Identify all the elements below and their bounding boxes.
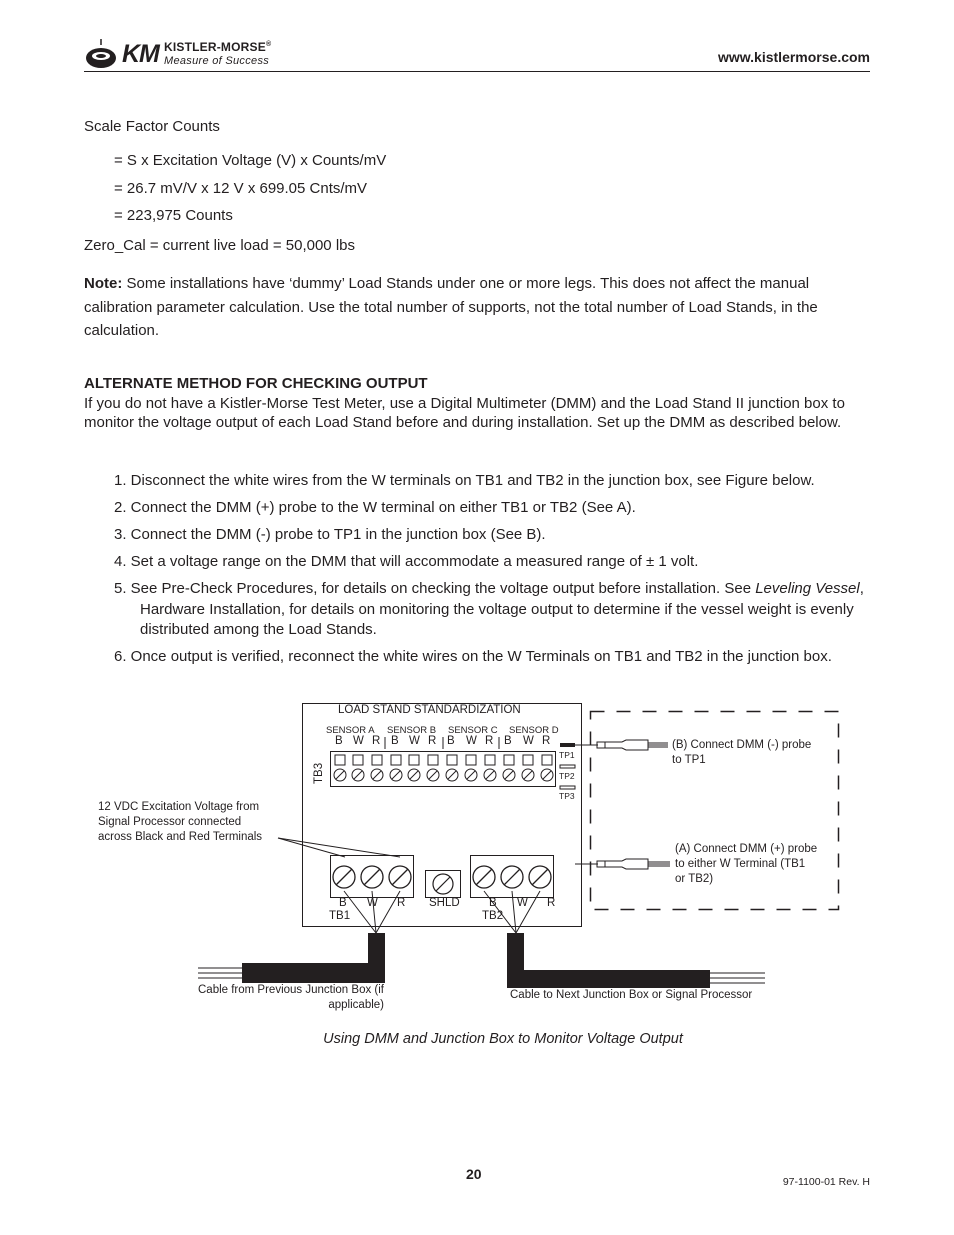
junction-box-outline bbox=[303, 704, 582, 927]
sensor-a-label: SENSOR A bbox=[326, 725, 375, 736]
doc-number: 97-1100-01 Rev. H bbox=[782, 1176, 870, 1188]
box-title: LOAD STAND STANDARDIZATION bbox=[338, 704, 521, 716]
tb3-column-label: B bbox=[335, 735, 343, 747]
excitation-leader bbox=[278, 838, 345, 857]
tb2-label: TB2 bbox=[482, 910, 504, 922]
tb3-terminal-square bbox=[504, 755, 514, 765]
header-url: www.kistlermorse.com bbox=[718, 49, 870, 65]
tb2-r-label: R bbox=[547, 897, 556, 909]
note-text: Some installations have ‘dummy’ Load Stands under one or more legs. This does not affect the manual calibration parameter calculation. Use the total number of supports, not the total number of Load Stands, in the calculation. bbox=[84, 275, 818, 339]
tb3-terminal-square bbox=[372, 755, 382, 765]
tb3-column-label: R bbox=[542, 735, 551, 747]
tb1-r-label: R bbox=[397, 897, 406, 909]
calc-line-1: = S x Excitation Voltage (V) x Counts/mV bbox=[114, 152, 387, 169]
tb3-terminal-square bbox=[523, 755, 533, 765]
calc-line-2: = 26.7 mV/V x 12 V x 699.05 Cnts/mV bbox=[114, 180, 368, 197]
step-5-text-a: 5. See Pre-Check Procedures, for details on checking the voltage output before installation. See bbox=[114, 580, 756, 597]
tp1-label: TP1 bbox=[559, 750, 575, 760]
probe-b-icon bbox=[605, 740, 648, 750]
step-5-emphasis: Leveling Vessel bbox=[755, 580, 860, 597]
tb3-column-label: W bbox=[466, 735, 477, 747]
tb3-terminal-square bbox=[485, 755, 495, 765]
tb1-b-label: B bbox=[339, 897, 347, 909]
figure-caption: Using DMM and Junction Box to Monitor Voltage Output bbox=[323, 1031, 683, 1047]
tb3-column-label: R bbox=[428, 735, 437, 747]
tp1-pin bbox=[560, 743, 575, 747]
cable-next-label: Cable to Next Junction Box or Signal Processor bbox=[510, 989, 753, 1001]
calc-title: Scale Factor Counts bbox=[84, 118, 220, 135]
tb1-terminals bbox=[333, 866, 411, 888]
tb1-w-label: W bbox=[367, 897, 378, 909]
tb3-column-label: W bbox=[409, 735, 420, 747]
tb3-terminal-square bbox=[466, 755, 476, 765]
page-number: 20 bbox=[466, 1166, 482, 1182]
tb1-label: TB1 bbox=[329, 910, 351, 922]
excitation-note: 12 VDC Excitation Voltage from Signal Processor connected across Black and Red Terminals bbox=[98, 801, 263, 843]
tb3-terminal-square bbox=[409, 755, 419, 765]
sensor-c-label: SENSOR C bbox=[448, 725, 498, 736]
step-6: 6. Once output is verified, reconnect the white wires on the W Terminals on TB1 and TB2 in the junction box. bbox=[114, 648, 832, 665]
tb3-terminal-square bbox=[335, 755, 345, 765]
tb3-strip bbox=[331, 752, 556, 787]
shld-label: SHLD bbox=[429, 897, 460, 909]
probe-a-icon bbox=[605, 859, 648, 869]
section-intro: If you do not have a Kistler-Morse Test Meter, use a Digital Multimeter (DMM) and the Load Stand II junction box to monitor the voltage output of each Load Stand before and during installation. Set up the DMM as described below. bbox=[84, 395, 845, 431]
excitation-leader bbox=[278, 838, 400, 857]
cable-right-riser bbox=[507, 933, 524, 976]
sensor-d-label: SENSOR D bbox=[509, 725, 559, 736]
logo-mark: KM bbox=[122, 40, 159, 68]
tb3-column-label: R bbox=[485, 735, 494, 747]
section-heading: ALTERNATE METHOD FOR CHECKING OUTPUT bbox=[84, 375, 428, 392]
tb3-terminals bbox=[334, 755, 553, 781]
tb3-terminal-square bbox=[428, 755, 438, 765]
tb3-column-label: B bbox=[447, 735, 455, 747]
calc-line-3: = 223,975 Counts bbox=[114, 207, 233, 224]
tb3-terminal-square bbox=[391, 755, 401, 765]
tb3-column-label: B bbox=[504, 735, 512, 747]
tb3-column-label: W bbox=[353, 735, 364, 747]
tb3-column-label: W bbox=[523, 735, 534, 747]
tb3-terminal-square bbox=[542, 755, 552, 765]
tb3-column-label: B bbox=[391, 735, 399, 747]
cable-prev-label: Cable from Previous Junction Box (if applicable) bbox=[198, 984, 384, 1011]
tp2-pin bbox=[560, 765, 575, 768]
tb3-column-label: R bbox=[372, 735, 381, 747]
tb2-terminals bbox=[473, 866, 551, 888]
cable-left bbox=[242, 963, 385, 983]
cable-right bbox=[507, 970, 710, 988]
tb3-terminal-square bbox=[447, 755, 457, 765]
tb3-terminal-square bbox=[353, 755, 363, 765]
sensor-b-label: SENSOR B bbox=[387, 725, 437, 736]
probe-b-note: (B) Connect DMM (-) probe to TP1 bbox=[672, 739, 812, 766]
step-3: 3. Connect the DMM (-) probe to TP1 in the junction box (See B). bbox=[114, 526, 546, 543]
note-label: Note: bbox=[84, 275, 123, 292]
tb2-b-label: B bbox=[489, 897, 497, 909]
probe-a-note: (A) Connect DMM (+) probe to either W Terminal (TB1 or TB2) bbox=[675, 843, 818, 885]
tb3-label: TB3 bbox=[313, 762, 325, 784]
logo-registered: ® bbox=[265, 41, 272, 48]
tp2-label: TP2 bbox=[559, 771, 575, 781]
step-1: 1. Disconnect the white wires from the W terminals on TB1 and TB2 in the junction box, see Figure below. bbox=[114, 472, 815, 489]
step-5-text-b: , Hardware Installation, for details on monitoring the voltage output to determine if the vessel weight is evenly distributed among the Load Stands. bbox=[140, 580, 864, 638]
tp3-label: TP3 bbox=[559, 791, 575, 801]
step-2: 2. Connect the DMM (+) probe to the W terminal on either TB1 or TB2 (See A). bbox=[114, 499, 636, 516]
logo-tagline: Measure of Success bbox=[164, 55, 270, 67]
step-4: 4. Set a voltage range on the DMM that will accommodate a measured range of ± 1 volt. bbox=[114, 553, 699, 570]
logo-brand-text: KISTLER-MORSE bbox=[164, 40, 266, 54]
tp3-pin bbox=[560, 786, 575, 789]
tb2-w-label: W bbox=[517, 897, 528, 909]
zero-cal-line: Zero_Cal = current live load = 50,000 lbs bbox=[84, 237, 355, 254]
